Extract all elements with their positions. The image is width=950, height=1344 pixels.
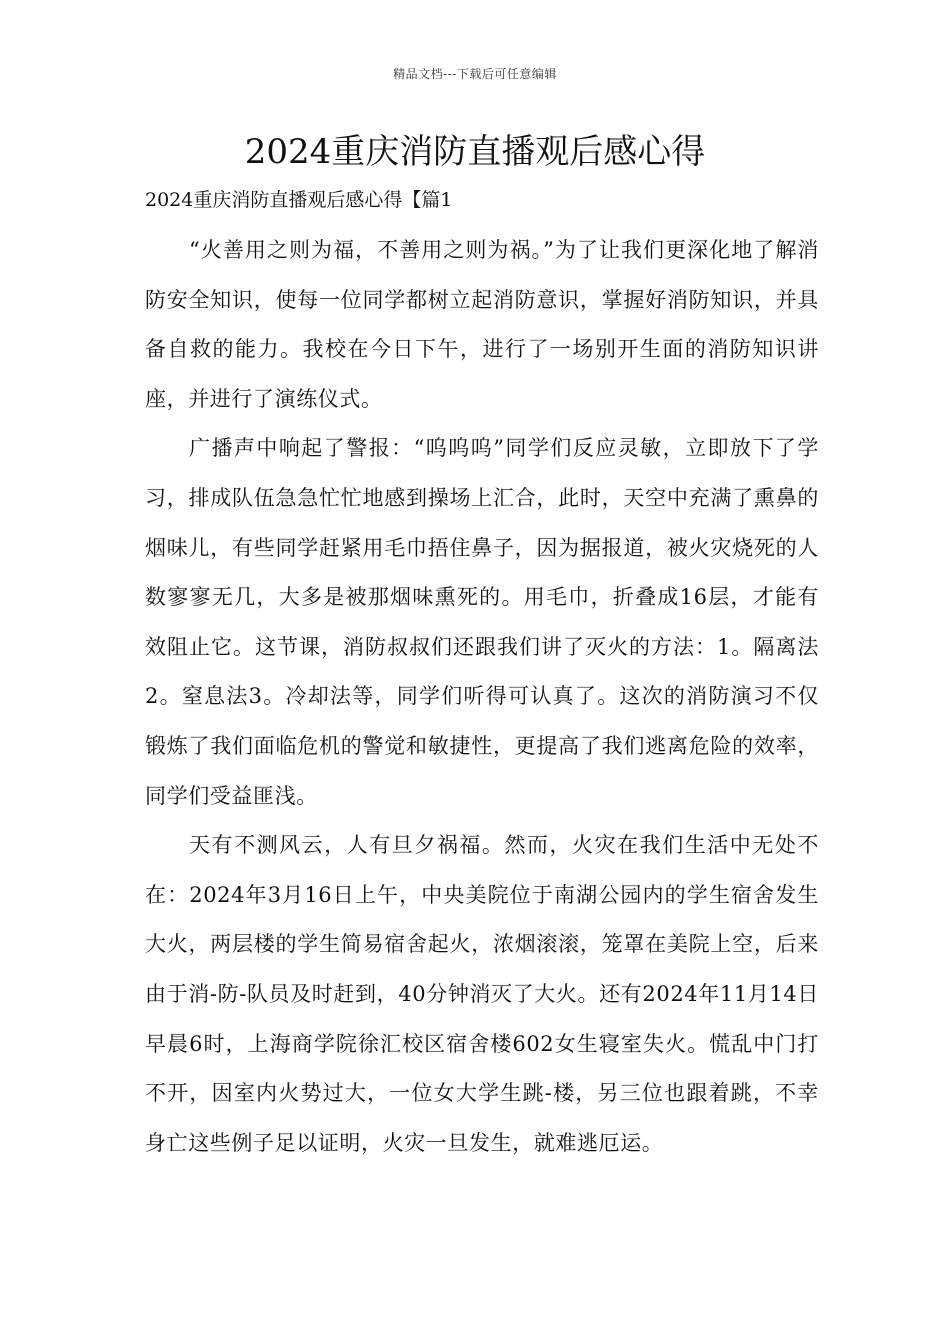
document-title: 2024重庆消防直播观后感心得 — [244, 132, 706, 172]
section-heading: 2024重庆消防直播观后感心得【篇1 — [145, 189, 453, 211]
paragraph-1: “火善用之则为福，不善用之则为祸。”为了让我们更深化地了解消防安全知识，使每一位同学都树立起消防意识，掌握好消防知识，并具备自救的能力。我校在今日下午，进行了一场别开生面的消防知识讲座，并进行了演练仪式。 — [145, 238, 819, 411]
document-body — [145, 226, 819, 1168]
paragraph-2: 广播声中响起了警报：“呜呜呜”同学们反应灵敏，立即放下了学习，排成队伍急急忙忙地感到操场上汇合，此时，天空中充满了熏鼻的烟味儿，有些同学赶紧用毛巾捂住鼻子，因为据报道，被火灾烧死的人数寥寥无几，大多是被那烟味熏死的。用毛巾，折叠成16层，才能有效阻止它。这节课，消防叔叔们还跟我们讲了灭火的方法：1。隔离法2。窒息法3。冷却法等，同学们听得可认真了。这次的消防演习不仅锻炼了我们面临危机的警觉和敏捷性，更提高了我们逃离危险的效率，同学们受益匪浅。 — [145, 436, 819, 808]
page-header-note: 精品文档---下载后可任意编辑 — [393, 67, 557, 81]
paragraph-3: 天有不测风云，人有旦夕祸福。然而，火灾在我们生活中无处不在：2024年3月16日上午，中央美院位于南湖公园内的学生宿舍发生大火，两层楼的学生简易宿舍起火，浓烟滚滚，笼罩在美院上空，后来由于消-防-队员及时赶到，40分钟消灭了大火。还有2024年11月14日早晨6时，上海商学院徐汇校区宿舍楼602女生寝室失火。慌乱中门打不开，因室内火势过大，一位女大学生跳-楼，另三位也跟着跳，不幸身亡这些例子足以证明，火灾一旦发生，就难逃厄运。 — [145, 833, 819, 1155]
